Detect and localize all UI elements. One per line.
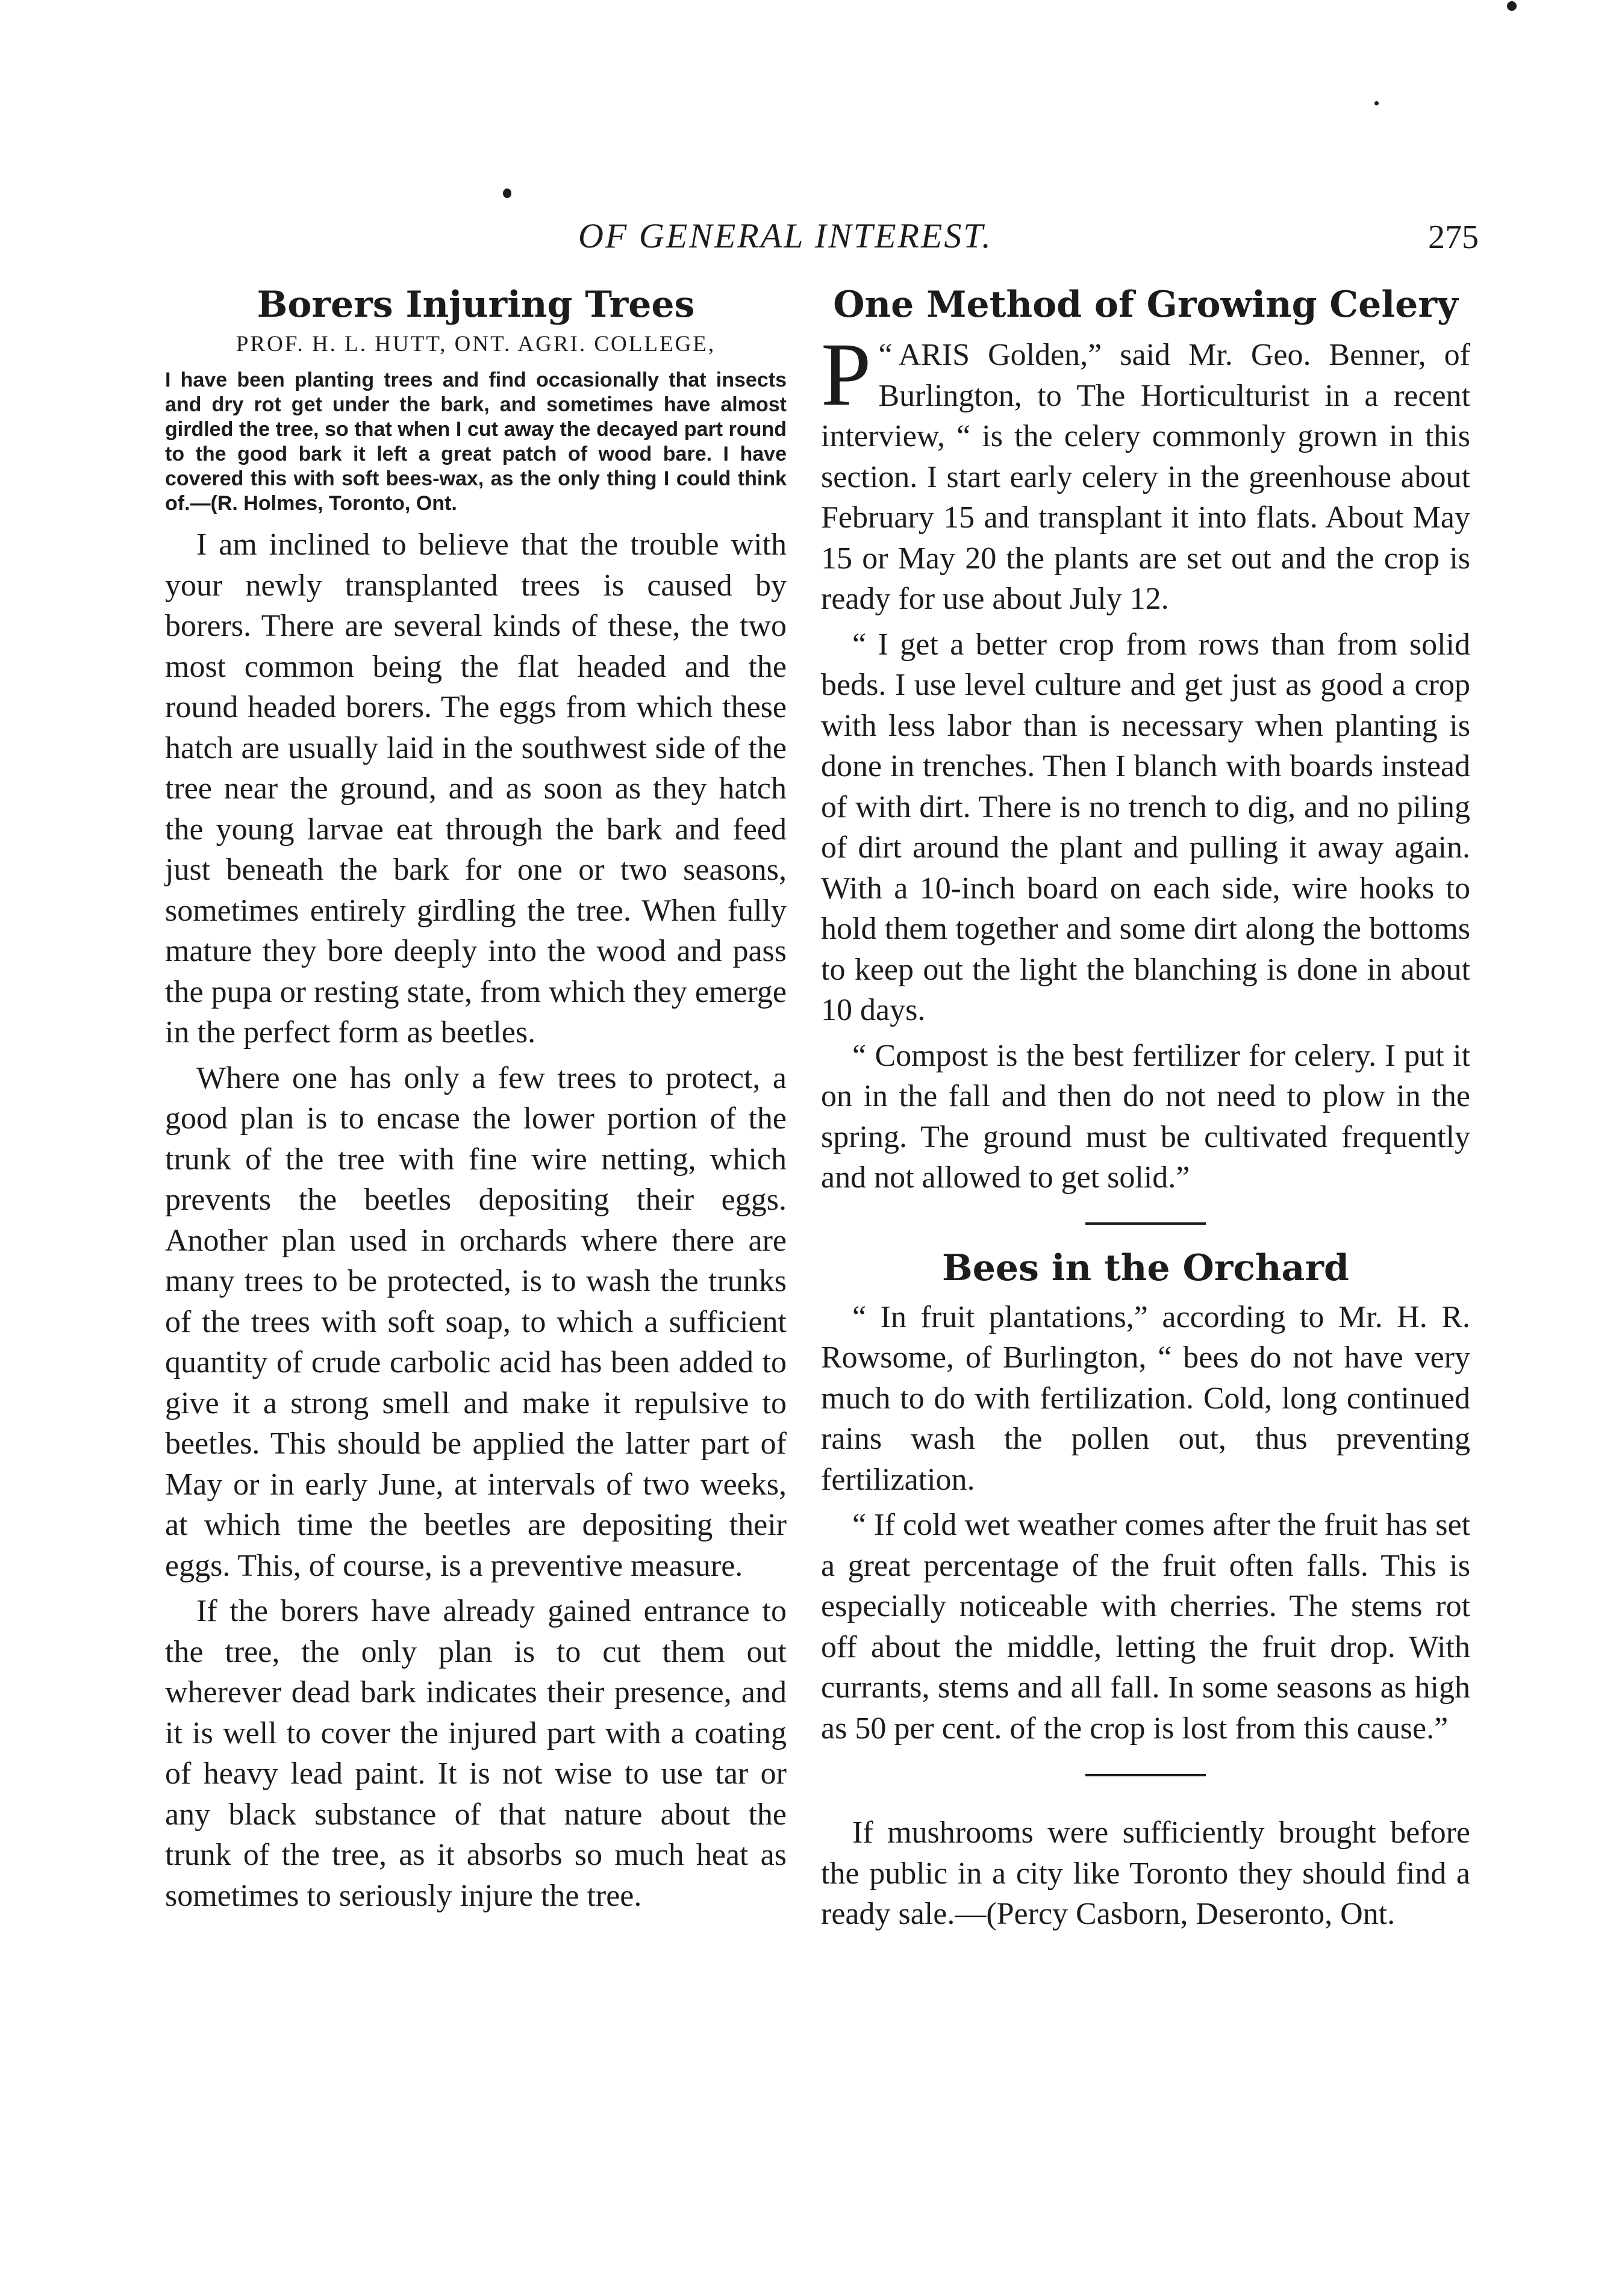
celery-paragraph-1-text: ARIS Golden,” said Mr. Geo. Benner, of Burlington, to The Horticulturist in a recent interview, “ is the celery commonly grown in this section. I start early celery in the greenhouse about February 15 and transplant it into flats. About May 15 or May 20 the plants are set out and the crop is ready for use about July 12. — [821, 338, 1470, 616]
borers-byline: PROF. H. L. HUTT, ONT. AGRI. COLLEGE, — [236, 332, 716, 356]
running-head: OF GENERAL INTEREST. — [578, 216, 993, 255]
celery-article-title: One Method of Growing Celery — [833, 284, 1458, 326]
borers-article-title: Borers Injuring Trees — [257, 284, 695, 326]
bees-article-title: Bees in the Orchard — [942, 1246, 1349, 1289]
borers-paragraph-3: If the borers have already gained entrance to the tree, the only plan is to cut them out wherever dead bark indicates their presence, and it is well to cover the injured part with a coating of heavy lead paint. It is not wise to use tar or any black substance of that nature about the trunk of the tree, as it absorbs so much heat as sometimes to seriously injure the tree. — [165, 1594, 787, 1913]
ink-speck — [1374, 101, 1379, 105]
left-column — [165, 283, 787, 1921]
bees-paragraph-1: “ In fruit plantations,” according to Mr. H. R. Rowsome, of Burlington, “ bees do not have very much to do with fertilization. Cold, long continued rains wash the pollen out, thus preventing fertilization. — [821, 1299, 1470, 1497]
section-divider — [1085, 1774, 1206, 1776]
right-column — [821, 283, 1470, 1940]
reader-query: I have been planting trees and find occasionally that insects and dry rot get under the bark, and sometimes have almost girdled the tree, so that when I cut away the decayed part round to the good bark it left a great patch of wood bare. I have covered this with soft bees-wax, as the only thing I could think of.—(R. Holmes, Toronto, Ont. — [165, 369, 787, 515]
celery-drop-cap: P — [821, 325, 872, 425]
mushrooms-note: If mushrooms were sufficiently brought before the public in a city like Toronto they should find a ready sale.—(Percy Casborn, Deseronto, Ont. — [821, 1815, 1470, 1931]
ink-speck — [503, 188, 511, 198]
borers-paragraph-2: Where one has only a few trees to protect, a good plan is to encase the lower portion of the trunk of the tree with fine wire netting, which prevents the beetles depositing their eggs. Another plan used in orchards where there are many trees to be protected, is to wash the trunks of the trees with soft soap, to which a sufficient quantity of crude carbolic acid has been added to give it a strong smell and make it repulsive to beetles. This should be applied the latter part of May or in early June, at intervals of two weeks, at which time the beetles are depositing their eggs. This, of course, is a preventive measure. — [165, 1060, 787, 1583]
bees-paragraph-2: “ If cold wet weather comes after the fruit has set a great percentage of the fruit often falls. This is especially noticeable with cherries. The stems rot off about the middle, letting the fruit drop. With currants, stems and all fall. In some seasons as high as 50 per cent. of the crop is lost from this cause.” — [821, 1508, 1470, 1746]
celery-paragraph-3: “ Compost is the best fertilizer for celery. I put it on in the fall and then do not need to plow in the spring. The ground must be cultivated frequently and not allowed to get solid.” — [821, 1038, 1470, 1195]
section-divider — [1085, 1222, 1206, 1225]
celery-paragraph-1 — [821, 325, 1470, 620]
ink-speck — [1507, 1, 1517, 11]
page-number: 275 — [1428, 219, 1479, 256]
celery-open-quote: “ — [878, 338, 893, 372]
borers-paragraph-1: I am inclined to believe that the trouble with your newly transplanted trees is caused by borers. There are several kinds of these, the two most common being the flat headed and the round headed borers. The eggs from which these hatch are usually laid in the southwest side of the tree near the ground, and as soon as they hatch the young larvae eat through the bark and feed just beneath the bark for one or two seasons, sometimes entirely girdling the tree. When fully mature they bore deeply into the wood and pass the pupa or resting state, from which they emerge in the perfect form as beetles. — [165, 527, 787, 1050]
celery-paragraph-2: “ I get a better crop from rows than from solid beds. I use level culture and get just as good a crop with less labor than is necessary when planting is done in trenches. Then I blanch with boards instead of with dirt. There is no trench to dig, and no piling of dirt around the plant and pulling it away again. With a 10-inch board on each side, wire hooks to hold them together and some dirt along the bottoms to keep out the light the blanching is done in about 10 days. — [821, 627, 1470, 1027]
